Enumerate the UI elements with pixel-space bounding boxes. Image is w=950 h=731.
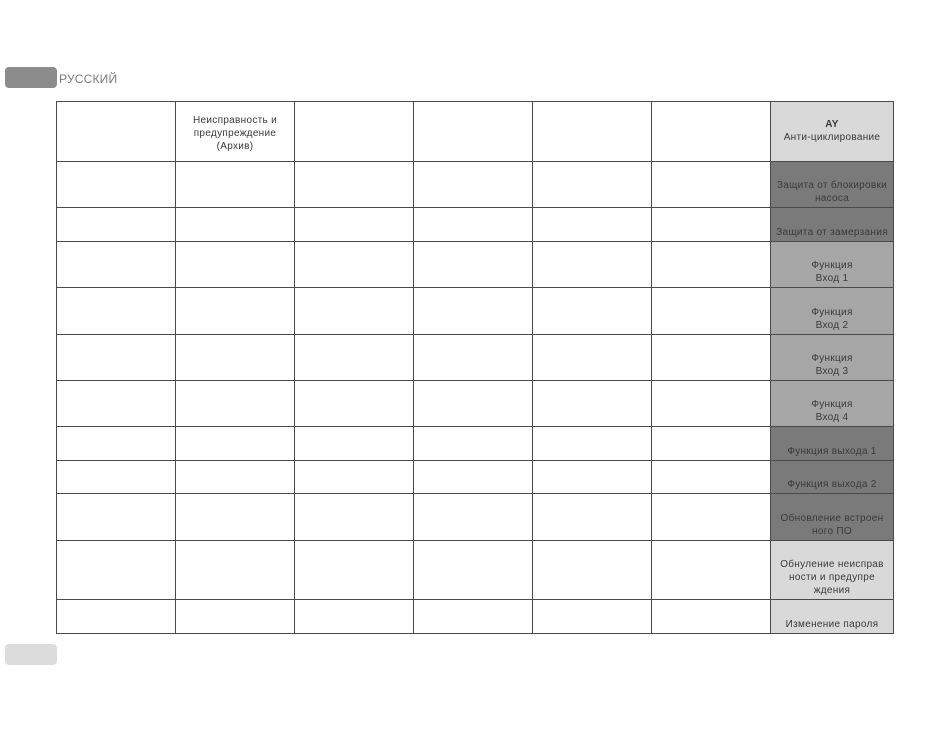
- table-cell: [652, 102, 771, 162]
- anti-cycling-cell: [771, 102, 894, 162]
- menu-function-cell: Обнуление неисправ ности и предупре ждения: [771, 541, 894, 600]
- menu-function-cell: Функция выхода 1: [771, 427, 894, 461]
- table-cell: [652, 162, 771, 208]
- table-cell: [57, 381, 176, 427]
- table-cell: [176, 288, 295, 335]
- table-cell: [533, 335, 652, 381]
- table-cell: [176, 381, 295, 427]
- table-cell: [57, 242, 176, 288]
- table-cell: [652, 288, 771, 335]
- table-cell: [652, 335, 771, 381]
- ay-title: AY: [825, 118, 839, 130]
- section-tab-marker-bottom: [5, 644, 57, 665]
- table-cell: [57, 541, 176, 600]
- table-cell: [533, 494, 652, 541]
- table-cell: [414, 381, 533, 427]
- table-row: [57, 242, 894, 288]
- table-row: [57, 600, 894, 634]
- table-cell: [533, 162, 652, 208]
- menu-function-cell: Защита от замерзания: [771, 208, 894, 242]
- table-cell: [176, 427, 295, 461]
- table-cell: [533, 102, 652, 162]
- menu-table: [56, 101, 894, 634]
- table-cell: [295, 494, 414, 541]
- table-cell: [295, 461, 414, 494]
- table-cell: [57, 461, 176, 494]
- table-cell: [176, 335, 295, 381]
- table-cell: [414, 335, 533, 381]
- table-cell: [295, 102, 414, 162]
- menu-function-cell: Функция Вход 4: [771, 381, 894, 427]
- table-cell: [57, 427, 176, 461]
- table-cell: [414, 242, 533, 288]
- section-tab-marker: [5, 67, 57, 88]
- table-cell: [295, 162, 414, 208]
- table-cell: [533, 541, 652, 600]
- table-cell: [176, 208, 295, 242]
- table-cell: [533, 600, 652, 634]
- table-cell: [295, 242, 414, 288]
- table-cell: [414, 102, 533, 162]
- menu-function-cell: Защита от блокировки насоса: [771, 162, 894, 208]
- table-cell: [533, 242, 652, 288]
- table-cell: [57, 102, 176, 162]
- table-cell: [652, 461, 771, 494]
- table-cell: [176, 242, 295, 288]
- table-row: [57, 208, 894, 242]
- table-cell: [57, 162, 176, 208]
- table-cell: [652, 242, 771, 288]
- table-cell: [414, 600, 533, 634]
- language-label: РУССКИЙ: [59, 72, 118, 86]
- table-cell: [57, 600, 176, 634]
- menu-function-cell: Изменение пароля: [771, 600, 894, 634]
- table-cell: [652, 427, 771, 461]
- table-cell: [176, 461, 295, 494]
- table-cell: [57, 208, 176, 242]
- table-cell: [533, 461, 652, 494]
- table-row: [57, 494, 894, 541]
- table-cell: [652, 381, 771, 427]
- table-cell: [176, 541, 295, 600]
- menu-function-cell: Функция Вход 1: [771, 242, 894, 288]
- table-cell: [652, 541, 771, 600]
- table-cell: [57, 335, 176, 381]
- table-cell: [295, 288, 414, 335]
- fault-warning-archive-cell: Неисправность и предупреждение (Архив): [176, 102, 295, 162]
- table-cell: [414, 494, 533, 541]
- table-cell: [176, 494, 295, 541]
- menu-function-cell: Функция Вход 2: [771, 288, 894, 335]
- table-cell: [57, 288, 176, 335]
- table-cell: [533, 381, 652, 427]
- table-row: [57, 381, 894, 427]
- table-cell: [176, 162, 295, 208]
- table-cell: [295, 335, 414, 381]
- table-cell: [414, 427, 533, 461]
- table-row: [57, 288, 894, 335]
- table-cell: [414, 461, 533, 494]
- table-cell: [414, 541, 533, 600]
- table-cell: [414, 162, 533, 208]
- table-cell: [295, 427, 414, 461]
- menu-function-cell: Обновление встроен ного ПО: [771, 494, 894, 541]
- table-cell: [414, 288, 533, 335]
- table-cell: [176, 600, 295, 634]
- table-cell: [295, 600, 414, 634]
- table-cell: [533, 288, 652, 335]
- table-cell: [533, 208, 652, 242]
- menu-function-cell: Функция выхода 2: [771, 461, 894, 494]
- table-cell: [652, 600, 771, 634]
- table-cell: [533, 427, 652, 461]
- table-row: [57, 162, 894, 208]
- table-cell: [295, 208, 414, 242]
- ay-subtitle: Анти-циклирование: [783, 131, 881, 143]
- table-cell: [295, 381, 414, 427]
- table-row: [57, 541, 894, 600]
- table-cell: [414, 208, 533, 242]
- table-cell: [57, 494, 176, 541]
- table-row: [57, 335, 894, 381]
- table-row: [57, 427, 894, 461]
- table-cell: [652, 494, 771, 541]
- table-row: [57, 461, 894, 494]
- table-header-row: [57, 102, 894, 162]
- menu-function-cell: Функция Вход 3: [771, 335, 894, 381]
- table-cell: [295, 541, 414, 600]
- table-cell: [652, 208, 771, 242]
